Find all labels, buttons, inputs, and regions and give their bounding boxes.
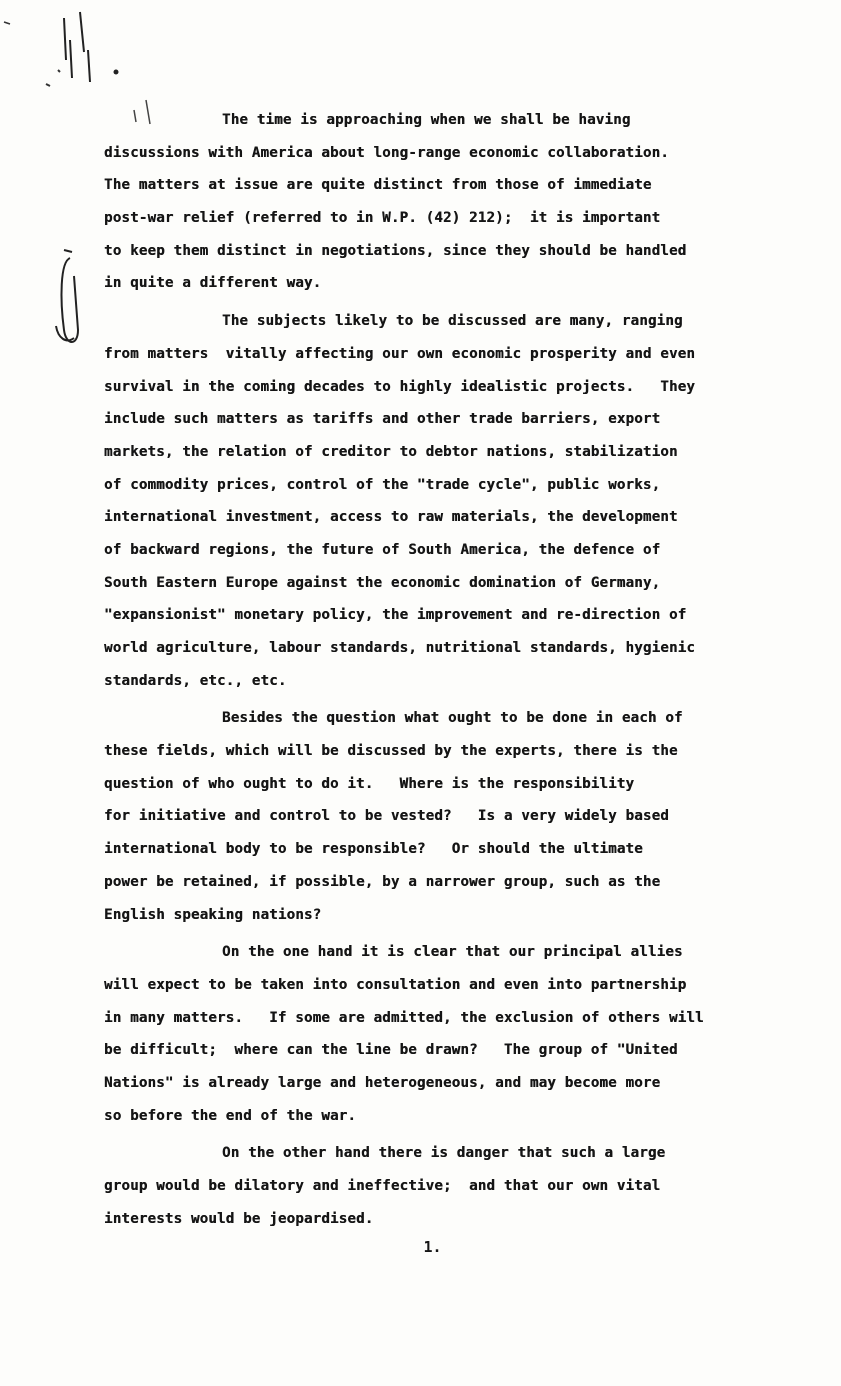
- memo-body: [104, 104, 794, 1240]
- text-line: of backward regions, the future of South America, the defence of: [104, 541, 661, 558]
- text-line: post-war relief (referred to in W.P. (42) 212); it is important: [104, 210, 661, 227]
- text-line: markets, the relation of creditor to debtor nations, stabilization: [104, 443, 678, 460]
- text-line: standards, etc., etc.: [104, 672, 287, 689]
- text-line: in quite a different way.: [104, 275, 322, 292]
- text-line: group would be dilatory and ineffective; and that our own vital: [104, 1178, 661, 1194]
- text-line: from matters vitally affecting our own economic prosperity and even: [104, 345, 696, 362]
- paragraph-1: [104, 104, 794, 300]
- text-line: The matters at issue are quite distinct from those of immediate: [104, 177, 652, 194]
- text-line: will expect to be taken into consultation and even into partnership: [104, 976, 687, 993]
- text-line: international investment, access to raw materials, the development: [104, 509, 678, 526]
- text-line: On the other hand there is danger that such a large: [222, 1145, 666, 1162]
- text-line: to keep them distinct in negotiations, since they should be handled: [104, 242, 687, 259]
- text-line: be difficult; where can the line be drawn? The group of "United: [104, 1042, 678, 1059]
- text-line: Besides the question what ought to be done in each of: [222, 710, 683, 727]
- text-line: world agriculture, labour standards, nutritional standards, hygienic: [104, 640, 696, 656]
- text-line: survival in the coming decades to highly idealistic projects. They: [104, 378, 696, 395]
- text-line: international body to be responsible? Or should the ultimate: [104, 841, 643, 858]
- paragraph-4: [104, 936, 794, 1132]
- text-line: include such matters as tariffs and other trade barriers, export: [104, 411, 661, 428]
- text-line: English speaking nations?: [104, 906, 322, 923]
- text-line: in many matters. If some are admitted, the exclusion of others will: [104, 1009, 704, 1026]
- text-line: these fields, which will be discussed by the experts, there is the: [104, 743, 678, 760]
- paragraph-2: [104, 305, 794, 697]
- text-line: power be retained, if possible, by a narrower group, such as the: [104, 873, 661, 890]
- text-line: discussions with America about long-range economic collaboration.: [104, 144, 669, 161]
- text-line: South Eastern Europe against the economic domination of Germany,: [104, 574, 661, 591]
- text-line: Nations" is already large and heterogeneous, and may become more: [104, 1074, 661, 1091]
- text-line: of commodity prices, control of the "trade cycle", public works,: [104, 476, 661, 493]
- page-number: 1.: [423, 1238, 442, 1256]
- text-line: On the one hand it is clear that our principal allies: [222, 944, 683, 961]
- text-line: The time is approaching when we shall be having: [222, 112, 631, 128]
- paragraph-3: [104, 702, 794, 931]
- text-line: question of who ought to do it. Where is the responsibility: [104, 775, 635, 792]
- text-line: "expansionist" monetary policy, the improvement and re-direction of: [104, 607, 687, 624]
- text-line: interests would be jeopardised.: [104, 1210, 374, 1227]
- paragraph-5: [104, 1137, 794, 1235]
- text-line: The subjects likely to be discussed are many, ranging: [222, 313, 683, 330]
- text-line: for initiative and control to be vested? Is a very widely based: [104, 808, 669, 825]
- text-line: so before the end of the war.: [104, 1107, 357, 1124]
